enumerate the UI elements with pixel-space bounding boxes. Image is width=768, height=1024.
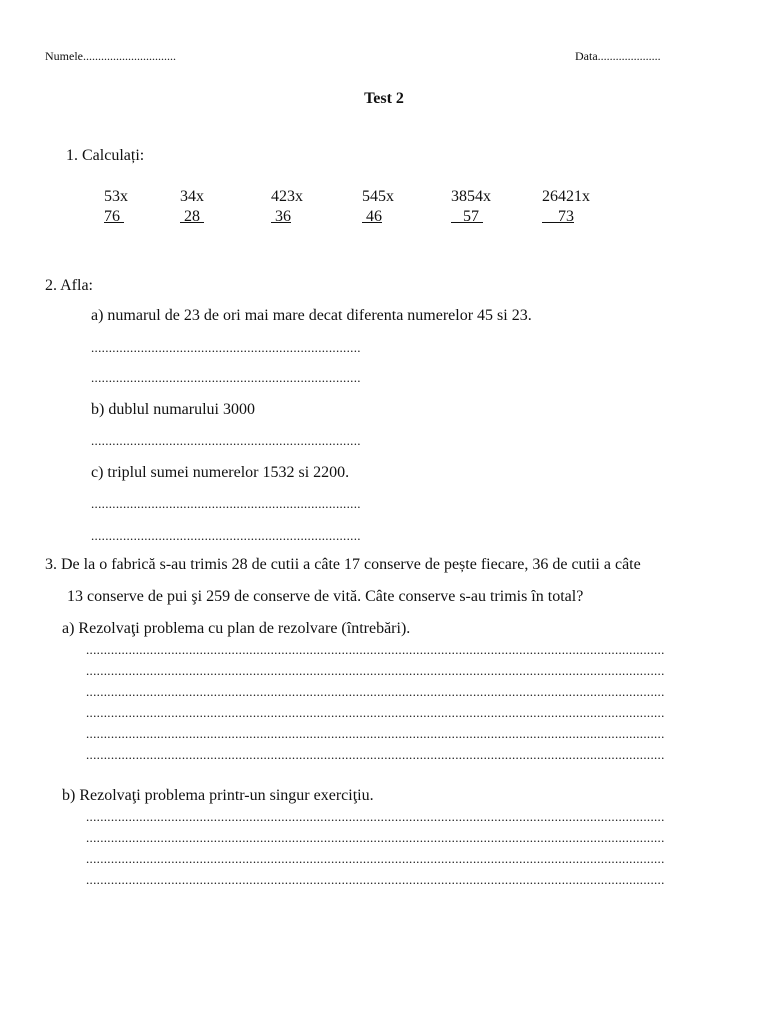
answer-line: ................................................................................................................................................................... <box>86 643 665 656</box>
ex3-item-a: a) Rezolvaţi problema cu plan de rezolvare (întrebări). <box>62 620 411 637</box>
multiplication-item <box>180 187 240 227</box>
ex3-item-b: b) Rezolvaţi problema printr-un singur exerciţiu. <box>62 787 374 804</box>
date-dots: ..................... <box>597 49 661 63</box>
multiplication-item <box>451 187 511 227</box>
multiplicand: 34x <box>180 188 204 205</box>
date-label: Data <box>575 49 598 63</box>
multiplicand: 423x <box>271 188 303 205</box>
multiplier: 36 <box>271 208 291 225</box>
ex2-item-a: a) numarul de 23 de ori mai mare decat diferenta numerelor 45 si 23. <box>91 307 532 324</box>
multiplier: 46 <box>362 208 382 225</box>
ex2-heading: 2. Afla: <box>45 277 93 294</box>
answer-line: ................................................................................................................................................................... <box>86 727 665 740</box>
multiplication-item <box>104 187 164 227</box>
multiplicand: 26421x <box>542 188 590 205</box>
multiplicand: 545x <box>362 188 394 205</box>
multiplication-item <box>542 187 602 227</box>
answer-line: ................................................................................................................................................................... <box>86 831 665 844</box>
answer-line: ................................................................................................................................................................... <box>86 706 665 719</box>
multiplier: 76 <box>104 208 124 225</box>
answer-line: ............................................................................ <box>91 341 361 354</box>
page-title: Test 2 <box>364 90 404 107</box>
answer-line: ................................................................................................................................................................... <box>86 810 665 823</box>
answer-line: ............................................................................ <box>91 371 361 384</box>
answer-line: ................................................................................................................................................................... <box>86 852 665 865</box>
multiplication-item <box>362 187 422 227</box>
answer-line: ................................................................................................................................................................... <box>86 664 665 677</box>
answer-line: ............................................................................ <box>91 434 361 447</box>
name-field <box>45 50 176 62</box>
multiplicand: 3854x <box>451 188 491 205</box>
answer-line: ................................................................................................................................................................... <box>86 873 665 886</box>
answer-line: ................................................................................................................................................................... <box>86 685 665 698</box>
multiplier: 73 <box>542 208 574 225</box>
date-field <box>575 50 661 62</box>
ex2-item-c: c) triplul sumei numerelor 1532 si 2200. <box>91 464 350 481</box>
ex3-problem-line-1: 3. De la o fabrică s-au trimis 28 de cutii a câte 17 conserve de pește fiecare, 36 de cutii a câte <box>45 556 641 573</box>
ex2-item-b: b) dublul numarului 3000 <box>91 401 255 418</box>
multiplicand: 53x <box>104 188 128 205</box>
ex3-problem-line-2: 13 conserve de pui şi 259 de conserve de vită. Câte conserve s-au trimis în total? <box>67 588 584 605</box>
answer-line: ................................................................................................................................................................... <box>86 748 665 761</box>
name-label: Numele <box>45 49 83 63</box>
multiplication-item <box>271 187 331 227</box>
answer-line: ............................................................................ <box>91 497 361 510</box>
answer-line: ............................................................................ <box>91 529 361 542</box>
name-dots: ............................... <box>83 49 176 63</box>
multiplier: 57 <box>451 208 483 225</box>
multiplier: 28 <box>180 208 204 225</box>
ex1-heading: 1. Calculați: <box>66 147 145 164</box>
